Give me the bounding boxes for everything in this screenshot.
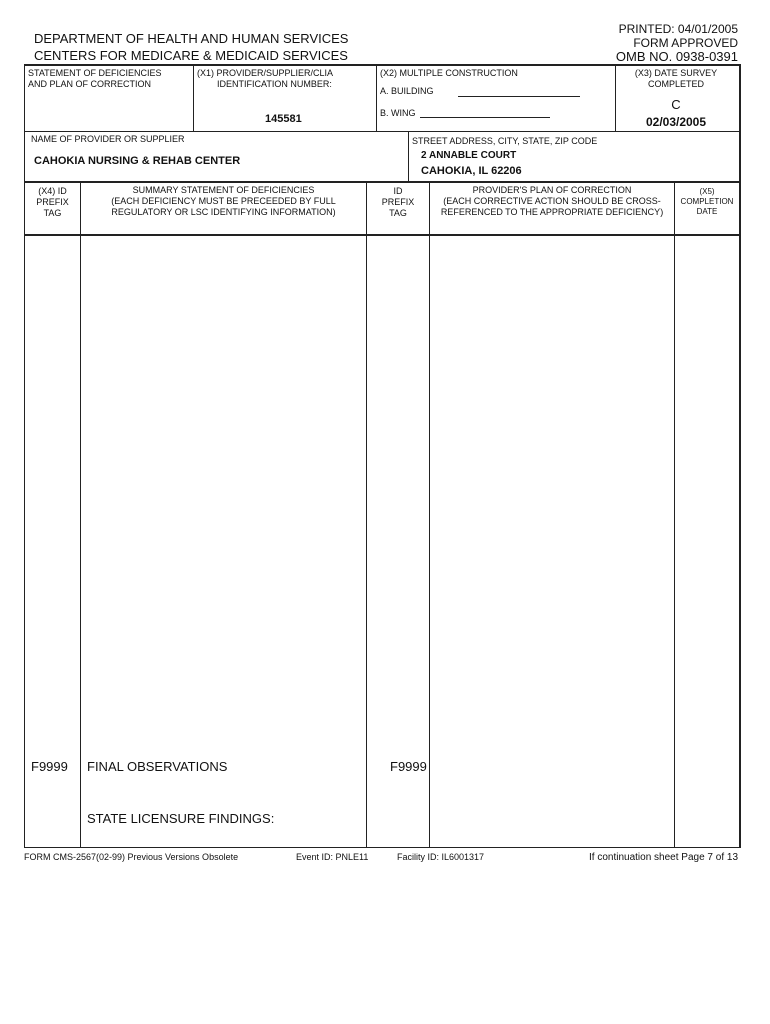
state-licensure-findings: STATE LICENSURE FINDINGS: bbox=[87, 811, 275, 826]
col-divider-plan bbox=[674, 182, 675, 847]
statement-label-2: AND PLAN OF CORRECTION bbox=[28, 79, 152, 89]
provider-name-label: NAME OF PROVIDER OR SUPPLIER bbox=[31, 134, 185, 144]
address-label: STREET ADDRESS, CITY, STATE, ZIP CODE bbox=[412, 136, 598, 146]
x5-header-1: (X5) bbox=[699, 187, 715, 196]
x3-label-2: COMPLETED bbox=[647, 79, 704, 89]
building-field-line bbox=[458, 96, 580, 97]
x4-header-2: PREFIX bbox=[36, 197, 69, 207]
survey-code: C bbox=[671, 97, 681, 112]
agency-title: CENTERS FOR MEDICARE & MEDICAID SERVICES bbox=[34, 48, 348, 63]
row2-divider bbox=[408, 131, 409, 182]
statement-label-1: STATEMENT OF DEFICIENCIES bbox=[28, 68, 162, 78]
provider-id-number: 145581 bbox=[265, 113, 302, 125]
form-bottom-border bbox=[24, 847, 741, 848]
id-header-2: PREFIX bbox=[381, 197, 415, 207]
summary-header-2: (EACH DEFICIENCY MUST BE PRECEEDED BY FULL bbox=[111, 196, 336, 206]
row1-bottom-border bbox=[24, 131, 741, 132]
address-line-2: CAHOKIA, IL 62206 bbox=[421, 165, 522, 177]
form-top-border bbox=[24, 64, 741, 66]
plan-header-3: REFERENCED TO THE APPROPRIATE DEFICIENCY) bbox=[440, 207, 664, 217]
survey-date: 02/03/2005 bbox=[645, 115, 707, 129]
x5-header-2: COMPLETION bbox=[680, 197, 734, 206]
event-id: Event ID: PNLE11 bbox=[296, 852, 369, 862]
id-header-3: TAG bbox=[389, 208, 407, 218]
facility-id: Facility ID: IL6001317 bbox=[397, 852, 485, 862]
department-title: DEPARTMENT OF HEALTH AND HUMAN SERVICES bbox=[34, 31, 349, 46]
deficiency-tag-left: F9999 bbox=[31, 759, 68, 774]
form-number: FORM CMS-2567(02-99) Previous Versions Obsolete bbox=[24, 852, 239, 862]
x3-label-1: (X3) DATE SURVEY bbox=[634, 68, 718, 78]
column-header-bottom bbox=[24, 234, 741, 236]
summary-header-3: REGULATORY OR LSC IDENTIFYING INFORMATION) bbox=[111, 207, 336, 217]
id-header-1: ID bbox=[393, 186, 403, 196]
printed-date: PRINTED: 04/01/2005 bbox=[618, 22, 738, 36]
address-line-1: 2 ANNABLE COURT bbox=[421, 150, 517, 161]
x5-header-3: DATE bbox=[696, 207, 718, 216]
form-approved: FORM APPROVED bbox=[633, 36, 738, 50]
deficiency-tag-right: F9999 bbox=[390, 759, 427, 774]
row2-bottom-border bbox=[24, 181, 741, 183]
col-divider-summary bbox=[366, 182, 367, 847]
row1-divider-1 bbox=[193, 64, 194, 132]
provider-name: CAHOKIA NURSING & REHAB CENTER bbox=[34, 155, 241, 167]
x4-header-3: TAG bbox=[43, 208, 62, 218]
x1-label-2: IDENTIFICATION NUMBER: bbox=[217, 79, 332, 89]
final-observations: FINAL OBSERVATIONS bbox=[87, 759, 228, 774]
wing-label: B. WING bbox=[380, 108, 416, 118]
plan-header-2: (EACH CORRECTIVE ACTION SHOULD BE CROSS- bbox=[443, 196, 661, 206]
row1-divider-2 bbox=[376, 64, 377, 132]
wing-field-line bbox=[420, 117, 550, 118]
building-label: A. BUILDING bbox=[380, 86, 434, 96]
x1-label-1: (X1) PROVIDER/SUPPLIER/CLIA bbox=[197, 68, 334, 78]
plan-header-1: PROVIDER'S PLAN OF CORRECTION bbox=[472, 185, 632, 195]
page-number: If continuation sheet Page 7 of 13 bbox=[589, 852, 738, 863]
x2-label: (X2) MULTIPLE CONSTRUCTION bbox=[380, 68, 518, 78]
col-divider-id bbox=[429, 182, 430, 847]
col-divider-x4 bbox=[80, 182, 81, 847]
omb-number: OMB NO. 0938-0391 bbox=[615, 49, 738, 64]
x4-header-1: (X4) ID bbox=[38, 186, 67, 196]
summary-header-1: SUMMARY STATEMENT OF DEFICIENCIES bbox=[132, 185, 315, 195]
